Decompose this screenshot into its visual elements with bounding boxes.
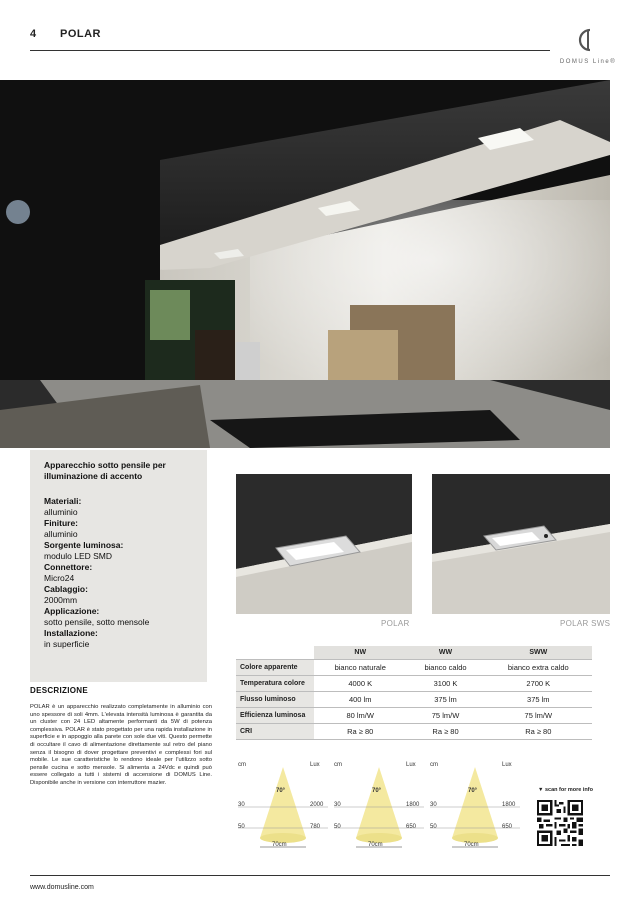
table-row-label: CRI xyxy=(236,723,314,739)
spec-field-finiture xyxy=(44,518,193,540)
beam-width: 70cm xyxy=(464,842,479,848)
table-row-label: Colore apparente xyxy=(236,659,314,675)
spec-field-sorgente xyxy=(44,540,193,562)
table-cell: 4000 K xyxy=(314,675,406,691)
table-row xyxy=(236,691,592,707)
table-cell: Ra ≥ 80 xyxy=(314,723,406,739)
photo-caption-polar: POLAR xyxy=(381,619,410,628)
table-cell: 2700 K xyxy=(485,675,592,691)
beam-lux-2: 650 xyxy=(502,824,513,830)
table-cell: 3100 K xyxy=(406,675,484,691)
beam-cm-label: cm xyxy=(334,762,342,768)
spec-value: alluminio xyxy=(44,507,78,517)
description-heading: DESCRIZIONE xyxy=(30,686,88,695)
table-cell: 75 lm/W xyxy=(485,707,592,723)
beam-lux-label: Lux xyxy=(406,762,416,768)
logo-text: DOMUS Line® xyxy=(559,59,617,65)
table-cell: 375 lm xyxy=(406,691,484,707)
photo-polar xyxy=(236,474,412,614)
beam-distance-2: 50 xyxy=(430,824,437,830)
beam-angle: 70° xyxy=(276,788,286,794)
table-cell: 80 lm/W xyxy=(314,707,406,723)
photometric-table xyxy=(236,646,592,740)
beam-distance-1: 30 xyxy=(334,802,341,808)
beam-distance-2: 50 xyxy=(238,824,245,830)
scan-text: scan for more info xyxy=(544,787,593,793)
photo-caption-polar-sws: POLAR SWS xyxy=(560,619,611,628)
table-cell: 400 lm xyxy=(314,691,406,707)
spec-box xyxy=(30,450,207,682)
description-text: POLAR è un apparecchio realizzato completamente in alluminio con uno spessore di soli 4mm. L'elevata intensità luminosa è garantita da un cluster con 24 LED altamente performanti da 5W di potenza complessiva. POLAR è stato progettato per una rapida installazione in superficie e in appoggio alla parete con sole due viti. Questo permette di occultare il cavo di alimentazione direttamente sul retro del piano senza il bisogno di dover progettare preventivi e complessi fori sul mobile. Le sue caratteristiche lo rendono ideale per l'utilizzo sotto pensile cucina e sotto mensole. Si alimenta a 24Vdc e quindi può essere collegato a tutti i sistemi di accensione di DOMUS Line. Disponibile anche in versione con interruttore mazier. xyxy=(30,704,212,786)
qr-code[interactable] xyxy=(537,800,583,846)
spec-value: Micro24 xyxy=(44,573,75,583)
spec-value: alluminio xyxy=(44,529,78,539)
spec-field-materiali xyxy=(44,496,193,518)
beam-cm-label: cm xyxy=(430,762,438,768)
footer-url[interactable]: www.domusline.com xyxy=(30,884,94,891)
domus-logo-icon xyxy=(573,28,603,52)
table-col-header: SWW xyxy=(485,646,592,659)
beam-angle: 70° xyxy=(372,788,382,794)
spec-label: Finiture: xyxy=(44,518,78,528)
beam-distance-1: 30 xyxy=(238,802,245,808)
table-col-header: NW xyxy=(314,646,406,659)
table-corner xyxy=(236,646,314,659)
table-row-label: Temperatura colore xyxy=(236,675,314,691)
spec-value: modulo LED SMD xyxy=(44,551,113,561)
beam-width: 70cm xyxy=(272,842,287,848)
spec-label: Materiali: xyxy=(44,496,82,506)
beam-distance-1: 30 xyxy=(430,802,437,808)
beam-angle: 70° xyxy=(468,788,478,794)
hero-photo xyxy=(0,80,610,448)
table-cell: 75 lm/W xyxy=(406,707,484,723)
spec-label: Applicazione: xyxy=(44,606,100,616)
beam-cm-label: cm xyxy=(238,762,246,768)
beam-lux-label: Lux xyxy=(310,762,320,768)
spec-field-installazione xyxy=(44,628,193,650)
table-row xyxy=(236,659,592,675)
scan-label xyxy=(538,787,593,793)
spec-value: sotto pensile, sotto mensole xyxy=(44,617,150,627)
table-cell: 375 lm xyxy=(485,691,592,707)
spec-value: 2000mm xyxy=(44,595,78,605)
table-cell: Ra ≥ 80 xyxy=(485,723,592,739)
spec-label: Connettore: xyxy=(44,562,93,572)
beam-lux-1: 1800 xyxy=(406,802,420,808)
beam-lux-2: 650 xyxy=(406,824,417,830)
table-row xyxy=(236,675,592,691)
spec-value: in superficie xyxy=(44,639,90,649)
spec-field-applicazione xyxy=(44,606,193,628)
domus-logo xyxy=(556,28,620,68)
table-cell: bianco extra caldo xyxy=(485,659,592,675)
page-number: 4 xyxy=(30,28,37,40)
beam-width: 70cm xyxy=(368,842,383,848)
table-cell: Ra ≥ 80 xyxy=(406,723,484,739)
table-row xyxy=(236,707,592,723)
beam-lux-1: 1800 xyxy=(502,802,516,808)
spec-label: Sorgente luminosa: xyxy=(44,540,124,550)
footer-divider xyxy=(30,875,610,876)
table-row-label: Efficienza luminosa xyxy=(236,707,314,723)
table-row-label: Flusso luminoso xyxy=(236,691,314,707)
beam-lux-label: Lux xyxy=(502,762,512,768)
spec-field-connettore xyxy=(44,562,193,584)
table-cell: bianco naturale xyxy=(314,659,406,675)
spec-label: Cablaggio: xyxy=(44,584,88,594)
spec-subtitle: Apparecchio sotto pensile per illuminazione di accento xyxy=(44,460,166,481)
table-header-row xyxy=(236,646,592,659)
beam-diagram-sww xyxy=(430,762,520,854)
beam-lux-1: 2000 xyxy=(310,802,324,808)
spec-field-cablaggio xyxy=(44,584,193,606)
table-col-header: WW xyxy=(406,646,484,659)
table-row xyxy=(236,723,592,739)
table-cell: bianco caldo xyxy=(406,659,484,675)
page-title: POLAR xyxy=(60,28,101,40)
header-divider xyxy=(30,50,550,51)
triangle-down-icon: ▼ xyxy=(538,787,545,793)
beam-distance-2: 50 xyxy=(334,824,341,830)
photo-polar-sws xyxy=(432,474,610,614)
beam-diagram-ww xyxy=(334,762,424,854)
spec-label: Installazione: xyxy=(44,628,98,638)
beam-diagram-nw xyxy=(238,762,328,854)
beam-lux-2: 780 xyxy=(310,824,321,830)
